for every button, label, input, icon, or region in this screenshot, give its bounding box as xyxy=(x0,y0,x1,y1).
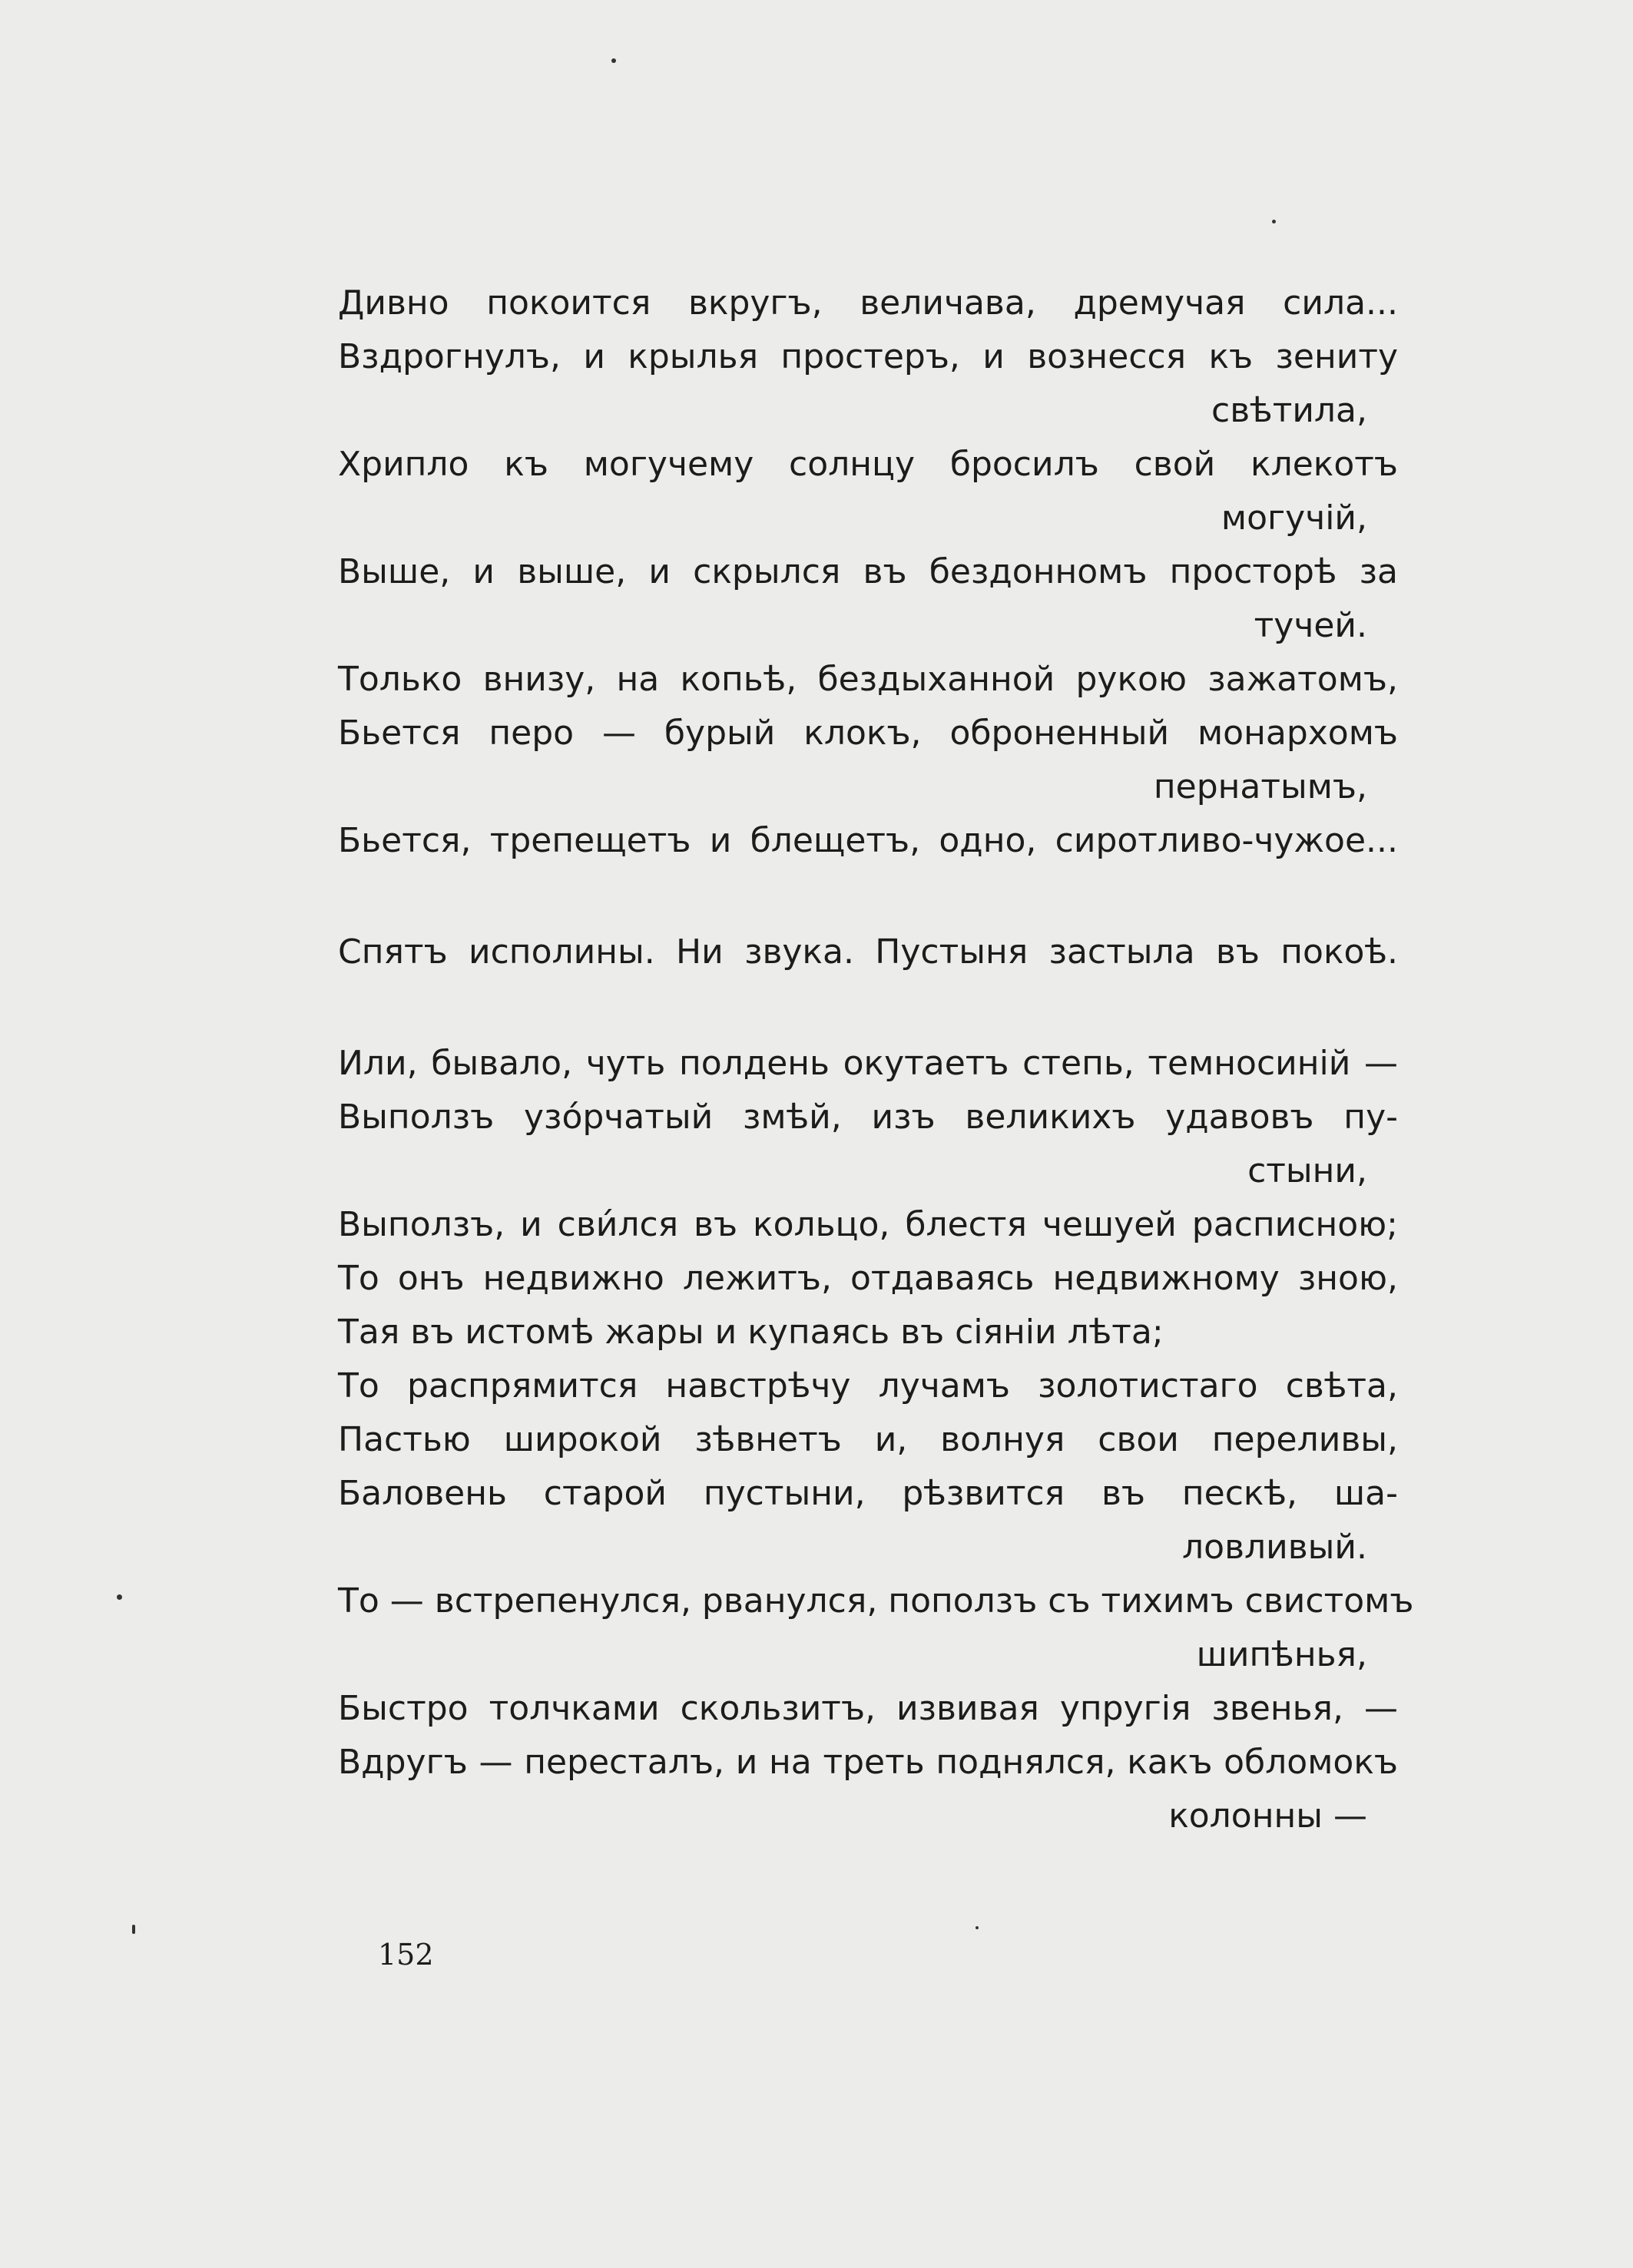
poem-line: Вздрогнулъ, и крылья простеръ, и вознесся къ зениту xyxy=(338,337,1398,376)
poem-line: То онъ недвижно лежитъ, отдаваясь недвижному зною, xyxy=(338,1259,1398,1298)
poem-line-continuation: стыни, xyxy=(1247,1151,1367,1190)
paper-speck xyxy=(1272,220,1276,223)
poem-line: То распрямится навстрѣчу лучамъ золотистаго свѣта, xyxy=(338,1366,1398,1405)
poem-line: Выше, и выше, и скрылся въ бездонномъ просторѣ за xyxy=(338,552,1398,591)
poem-line-continuation: тучей. xyxy=(1254,606,1367,645)
poem-line: Только внизу, на копьѣ, бездыханной рукою зажатомъ, xyxy=(338,660,1398,699)
poem-line: Баловень старой пустыни, рѣзвится въ пескѣ, ша- xyxy=(338,1474,1398,1513)
poem-line-continuation: могучій, xyxy=(1221,498,1367,538)
paper-speck xyxy=(132,1925,135,1934)
poem-line-continuation: ловливый. xyxy=(1182,1528,1367,1567)
poem-line-continuation: шипѣнья, xyxy=(1196,1635,1367,1674)
poem-line: Дивно покоится вкругъ, величава, дремучая сила... xyxy=(338,283,1398,323)
paper-speck xyxy=(975,1926,979,1929)
poem-line: Тая въ истомѣ жары и купаясь въ сіяніи лѣта; xyxy=(338,1313,1164,1352)
poem-line-continuation: свѣтила, xyxy=(1211,391,1367,430)
poem-line: То — встрепенулся, рванулся, поползъ съ тихимъ свистомъ xyxy=(338,1581,1414,1621)
poem-line-continuation: колонны — xyxy=(1168,1796,1367,1836)
poem-line: Бьется перо — бурый клокъ, оброненный монархомъ xyxy=(338,714,1398,753)
poem-line: Спятъ исполины. Ни звука. Пустыня застыла въ покоѣ. xyxy=(338,932,1398,972)
poem-line: Или, бывало, чуть полдень окутаетъ степь, темносиній — xyxy=(338,1044,1398,1083)
poem-line: Выползъ узо́рчатый змѣй, изъ великихъ удавовъ пу- xyxy=(338,1098,1398,1137)
poem-line: Пастью широкой зѣвнетъ и, волнуя свои переливы, xyxy=(338,1420,1398,1459)
poem-line: Вдругъ — пересталъ, и на треть поднялся, какъ обломокъ xyxy=(338,1743,1398,1782)
page-number: 152 xyxy=(378,1938,434,1972)
poem-line: Выползъ, и сви́лся въ кольцо, блестя чешуей расписною; xyxy=(338,1205,1398,1244)
poem-line-continuation: пернатымъ, xyxy=(1153,767,1367,806)
poem-line: Хрипло къ могучему солнцу бросилъ свой клекотъ xyxy=(338,445,1398,484)
paper-speck xyxy=(611,58,616,63)
paper-speck xyxy=(117,1594,122,1600)
poem-line: Быстро толчками скользитъ, извивая упругія звенья, — xyxy=(338,1689,1398,1728)
poem-line: Бьется, трепещетъ и блещетъ, одно, сиротливо-чужое... xyxy=(338,821,1398,860)
